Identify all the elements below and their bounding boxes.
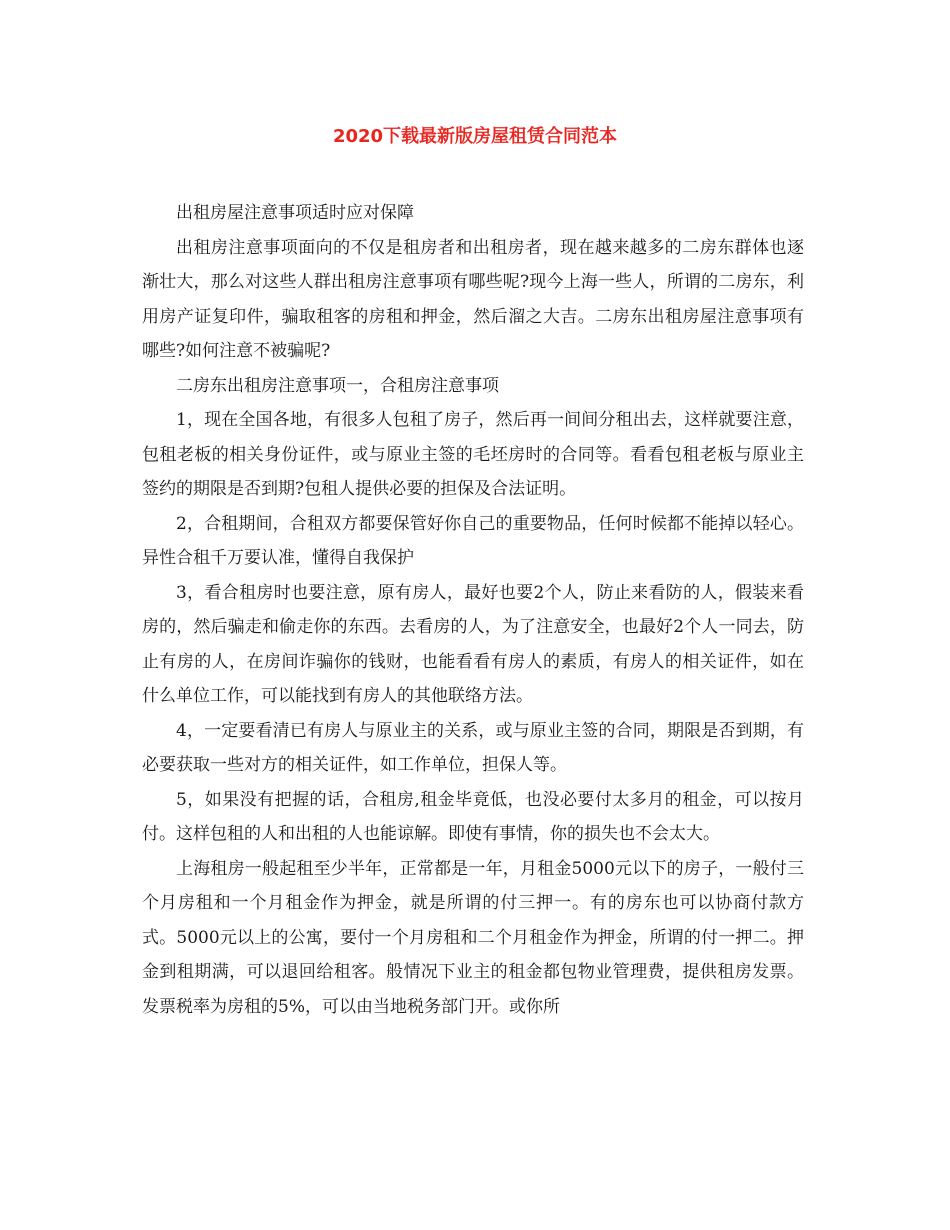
paragraph: 2，合租期间，合租双方都要保管好你自己的重要物品，任何时候都不能掉以轻心。异性合租千万要认准，懂得自我保护 [142,513,804,568]
paragraph: 出租房注意事项面向的不仅是租房者和出租房者，现在越来越多的二房东群体也逐渐壮大，那么对这些人群出租房注意事项有哪些呢?现今上海一些人，所谓的二房东，利用房产证复印件，骗取租客的房租和押金，然后溜之大吉。二房东出租房屋注意事项有哪些?如何注意不被骗呢? [142,237,804,361]
paragraph: 5，如果没有把握的话，合租房,租金毕竟低，也没必要付太多月的租金，可以按月付。这样包租的人和出租的人也能谅解。即使有事情，你的损失也不会太大。 [142,789,804,844]
document-title: 2020下载最新版房屋租赁合同范本 [332,126,618,147]
paragraph: 1，现在全国各地，有很多人包租了房子，然后再一间间分租出去，这样就要注意，包租老板的相关身份证件，或与原业主签的毛坯房时的合同等。看看包租老板与原业主签约的期限是否到期?包租人提供必要的担保及合法证明。 [142,410,804,499]
paragraph: 出租房屋注意事项适时应对保障 [176,203,414,223]
paragraph: 二房东出租房注意事项一，合租房注意事项 [176,375,499,396]
paragraph: 3，看合租房时也要注意，原有房人，最好也要2个人，防止来看防的人，假装来看房的，然后骗走和偷走你的东西。去看房的人，为了注意安全，也最好2个人一同去，防止有房的人，在房间诈骗你的钱财，也能看看有房人的素质，有房人的相关证件，如在什么单位工作，可以能找到有房人的其他联络方法。 [142,582,804,706]
paragraph: 上海租房一般起租至少半年，正常都是一年，月租金5000元以下的房子，一般付三个月房租和一个月租金作为押金，就是所谓的付三押一。有的房东也可以协商付款方式。5000元以上的公寓，要付一个月房租和二个月租金作为押金，所谓的付一押二。押金到租期满，可以退回给租客。般情况下业主的租金都包物业管理费，提供租房发票。发票税率为房租的5%，可以由当地税务部门开。或你所 [142,858,804,1017]
paragraph: 4，一定要看清已有房人与原业主的关系，或与原业主签的合同，期限是否到期，有必要获取一些对方的相关证件，如工作单位，担保人等。 [142,720,804,775]
document-body [142,196,804,1024]
